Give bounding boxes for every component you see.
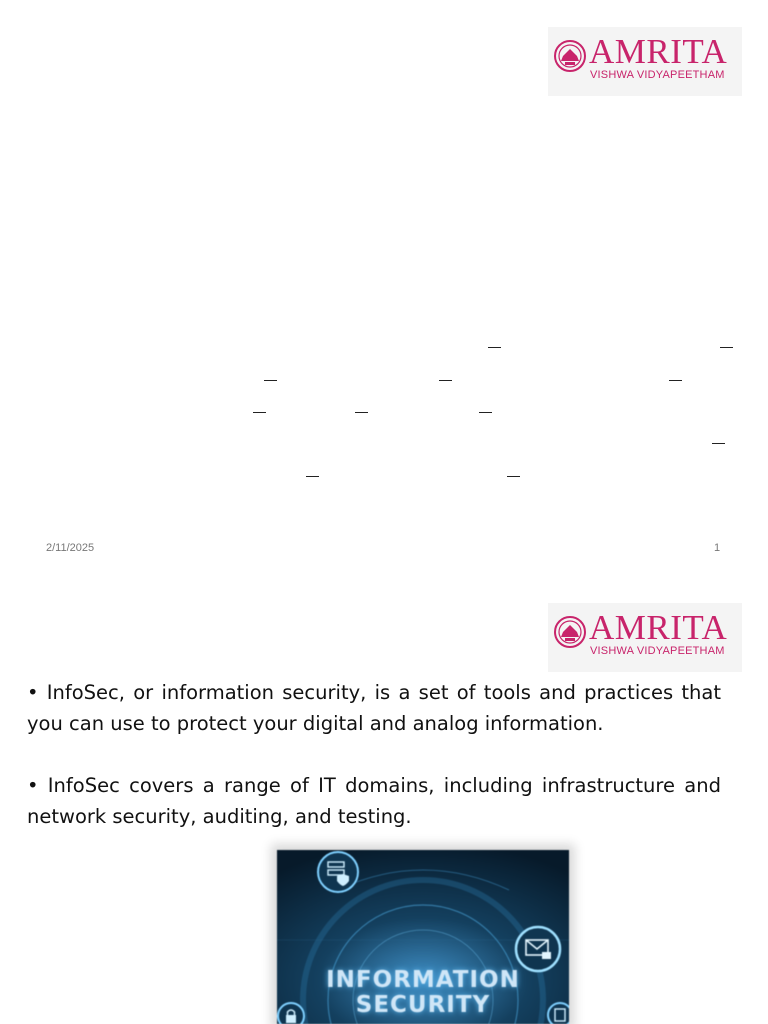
slide-date: 2/11/2025 — [46, 542, 95, 554]
image-text-line-1: INFORMATION — [326, 967, 520, 993]
dash-mark — [720, 347, 733, 348]
dash-mark — [264, 380, 277, 381]
logo-wordmark: AMRITA — [589, 32, 728, 71]
dash-mark — [669, 380, 682, 381]
information-security-image — [277, 850, 569, 1024]
amrita-logo — [548, 27, 742, 96]
logo-wordmark: AMRITA — [589, 608, 728, 647]
dash-mark — [488, 347, 501, 348]
dash-mark — [439, 380, 452, 381]
dash-mark — [507, 476, 520, 477]
image-text-line-2: SECURITY — [355, 992, 491, 1018]
amrita-emblem-icon — [554, 615, 586, 649]
bullet-paragraph: • InfoSec, or information security, is a set of tools and practices that you can use to protect your digital and analog information. — [27, 681, 721, 735]
dash-mark — [479, 412, 492, 413]
amrita-emblem-icon — [554, 39, 586, 73]
dash-mark — [712, 443, 725, 444]
bullet-paragraph: • InfoSec covers a range of IT domains, including infrastructure and network security, auditing, and testing. — [27, 774, 721, 828]
slide-2 — [0, 576, 768, 1024]
dash-mark — [306, 476, 319, 477]
amrita-logo — [548, 603, 742, 672]
logo-subtitle: VISHWA VIDYAPEETHAM — [590, 645, 725, 657]
server-shield-icon — [313, 850, 363, 900]
logo-subtitle: VISHWA VIDYAPEETHAM — [590, 69, 725, 81]
dash-mark — [253, 412, 266, 413]
slide-number: 1 — [714, 542, 721, 554]
dash-mark — [355, 412, 368, 413]
